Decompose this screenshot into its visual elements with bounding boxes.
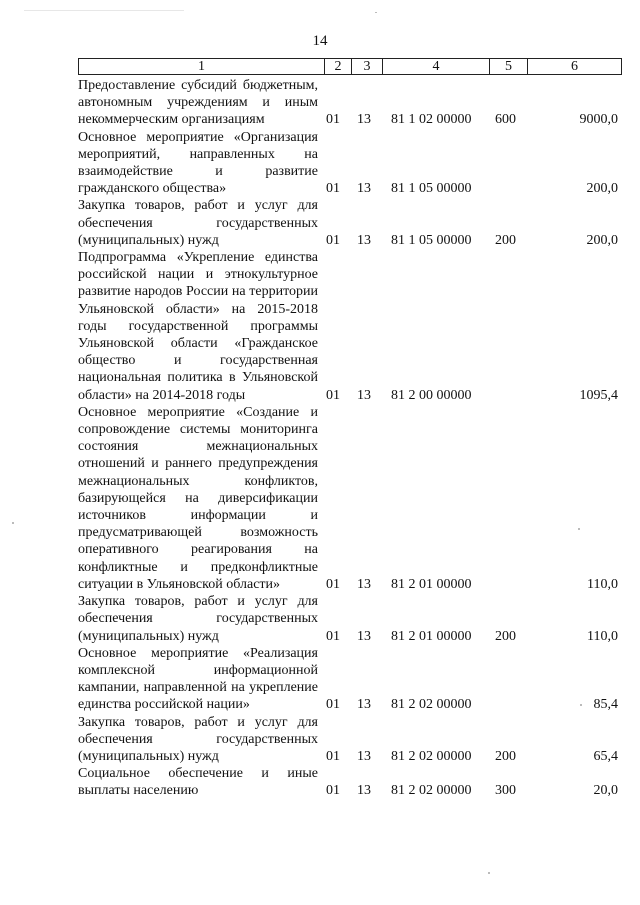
row-expense-type: 200 bbox=[495, 232, 516, 248]
scan-speck bbox=[488, 872, 490, 874]
table-row bbox=[78, 404, 622, 593]
row-subsection: 13 bbox=[357, 783, 371, 799]
row-expense-type: 600 bbox=[495, 112, 516, 128]
header-col-1: 1 bbox=[79, 59, 325, 74]
row-expense-type: 300 bbox=[495, 783, 516, 799]
row-description: Основное мероприятие «Создание и сопровождение системы мониторинга состояния межнациональных отношений и раннего предупреждения межнациональных конфликтов, базирующейся на диверсификации источников информации и предусматривающей возможность оперативного реагирования на конфликтные и предконфликтные ситуации в Ульяновской области» bbox=[78, 404, 318, 592]
row-target-code: 81 2 02 00000 bbox=[391, 697, 472, 713]
header-col-5: 5 bbox=[490, 59, 528, 74]
row-amount: 110,0 bbox=[587, 628, 618, 644]
table-row bbox=[78, 714, 622, 766]
row-subsection: 13 bbox=[357, 628, 371, 644]
row-section: 01 bbox=[326, 748, 340, 764]
row-section: 01 bbox=[326, 232, 340, 248]
scan-speck bbox=[12, 522, 14, 524]
table-row bbox=[78, 197, 622, 249]
row-amount: 1095,4 bbox=[579, 387, 618, 403]
row-amount: 200,0 bbox=[586, 181, 618, 197]
row-target-code: 81 2 02 00000 bbox=[391, 783, 472, 799]
row-section: 01 bbox=[326, 628, 340, 644]
row-amount: 110,0 bbox=[587, 576, 618, 592]
scan-speck bbox=[24, 10, 184, 11]
row-subsection: 13 bbox=[357, 748, 371, 764]
table-row bbox=[78, 593, 622, 645]
row-amount: 9000,0 bbox=[579, 112, 618, 128]
row-subsection: 13 bbox=[357, 112, 371, 128]
row-amount: 65,4 bbox=[593, 748, 618, 764]
row-subsection: 13 bbox=[357, 232, 371, 248]
table-row bbox=[78, 129, 622, 198]
row-subsection: 13 bbox=[357, 697, 371, 713]
row-amount: 85,4 bbox=[593, 697, 618, 713]
table-body bbox=[78, 77, 622, 800]
table-row bbox=[78, 249, 622, 404]
header-col-2: 2 bbox=[325, 59, 352, 74]
row-section: 01 bbox=[326, 697, 340, 713]
row-target-code: 81 2 01 00000 bbox=[391, 628, 472, 644]
row-section: 01 bbox=[326, 783, 340, 799]
scan-speck bbox=[580, 704, 582, 706]
scan-speck bbox=[578, 528, 580, 530]
row-target-code: 81 2 00 00000 bbox=[391, 387, 472, 403]
row-description: Социальное обеспечение и иные выплаты населению bbox=[78, 766, 318, 799]
row-expense-type: 200 bbox=[495, 628, 516, 644]
row-expense-type: 200 bbox=[495, 748, 516, 764]
row-target-code: 81 1 05 00000 bbox=[391, 232, 472, 248]
row-description: Закупка товаров, работ и услуг для обеспечения государственных (муниципальных) нужд bbox=[78, 594, 318, 644]
row-description: Подпрограмма «Укрепление единства российской нации и этнокультурное развитие народов России на территории Ульяновской области» на 2015-2018 годы государственной программы Ульяновской области «Гражданское общество и государственная национальная политика в Ульяновской области» на 2014-2018 годы bbox=[78, 250, 318, 403]
row-section: 01 bbox=[326, 576, 340, 592]
row-description: Закупка товаров, работ и услуг для обеспечения государственных (муниципальных) нужд bbox=[78, 198, 318, 248]
row-description: Предоставление субсидий бюджетным, автономным учреждениям и иным некоммерческим организациям bbox=[78, 78, 318, 128]
row-target-code: 81 2 01 00000 bbox=[391, 576, 472, 592]
row-target-code: 81 1 05 00000 bbox=[391, 181, 472, 197]
row-subsection: 13 bbox=[357, 387, 371, 403]
table-row bbox=[78, 77, 622, 129]
page-number: 14 bbox=[312, 33, 328, 49]
row-section: 01 bbox=[326, 112, 340, 128]
row-target-code: 81 2 02 00000 bbox=[391, 748, 472, 764]
row-description: Основное мероприятие «Организация мероприятий, направленных на взаимодействие и развитие гражданского общества» bbox=[78, 129, 318, 197]
row-subsection: 13 bbox=[357, 576, 371, 592]
row-description: Закупка товаров, работ и услуг для обеспечения государственных (муниципальных) нужд bbox=[78, 714, 318, 764]
scan-speck bbox=[375, 12, 377, 13]
row-subsection: 13 bbox=[357, 181, 371, 197]
row-target-code: 81 1 02 00000 bbox=[391, 112, 472, 128]
table-header bbox=[78, 58, 622, 75]
table-row bbox=[78, 645, 622, 714]
header-col-6: 6 bbox=[571, 59, 578, 74]
header-col-3: 3 bbox=[352, 59, 383, 74]
row-amount: 20,0 bbox=[593, 783, 618, 799]
row-section: 01 bbox=[326, 181, 340, 197]
table-row bbox=[78, 765, 622, 799]
row-section: 01 bbox=[326, 387, 340, 403]
header-col-4: 4 bbox=[383, 59, 490, 74]
row-amount: 200,0 bbox=[586, 232, 618, 248]
row-description: Основное мероприятие «Реализация комплексной информационной кампании, направленной на укрепление единства российской нации» bbox=[78, 645, 318, 713]
